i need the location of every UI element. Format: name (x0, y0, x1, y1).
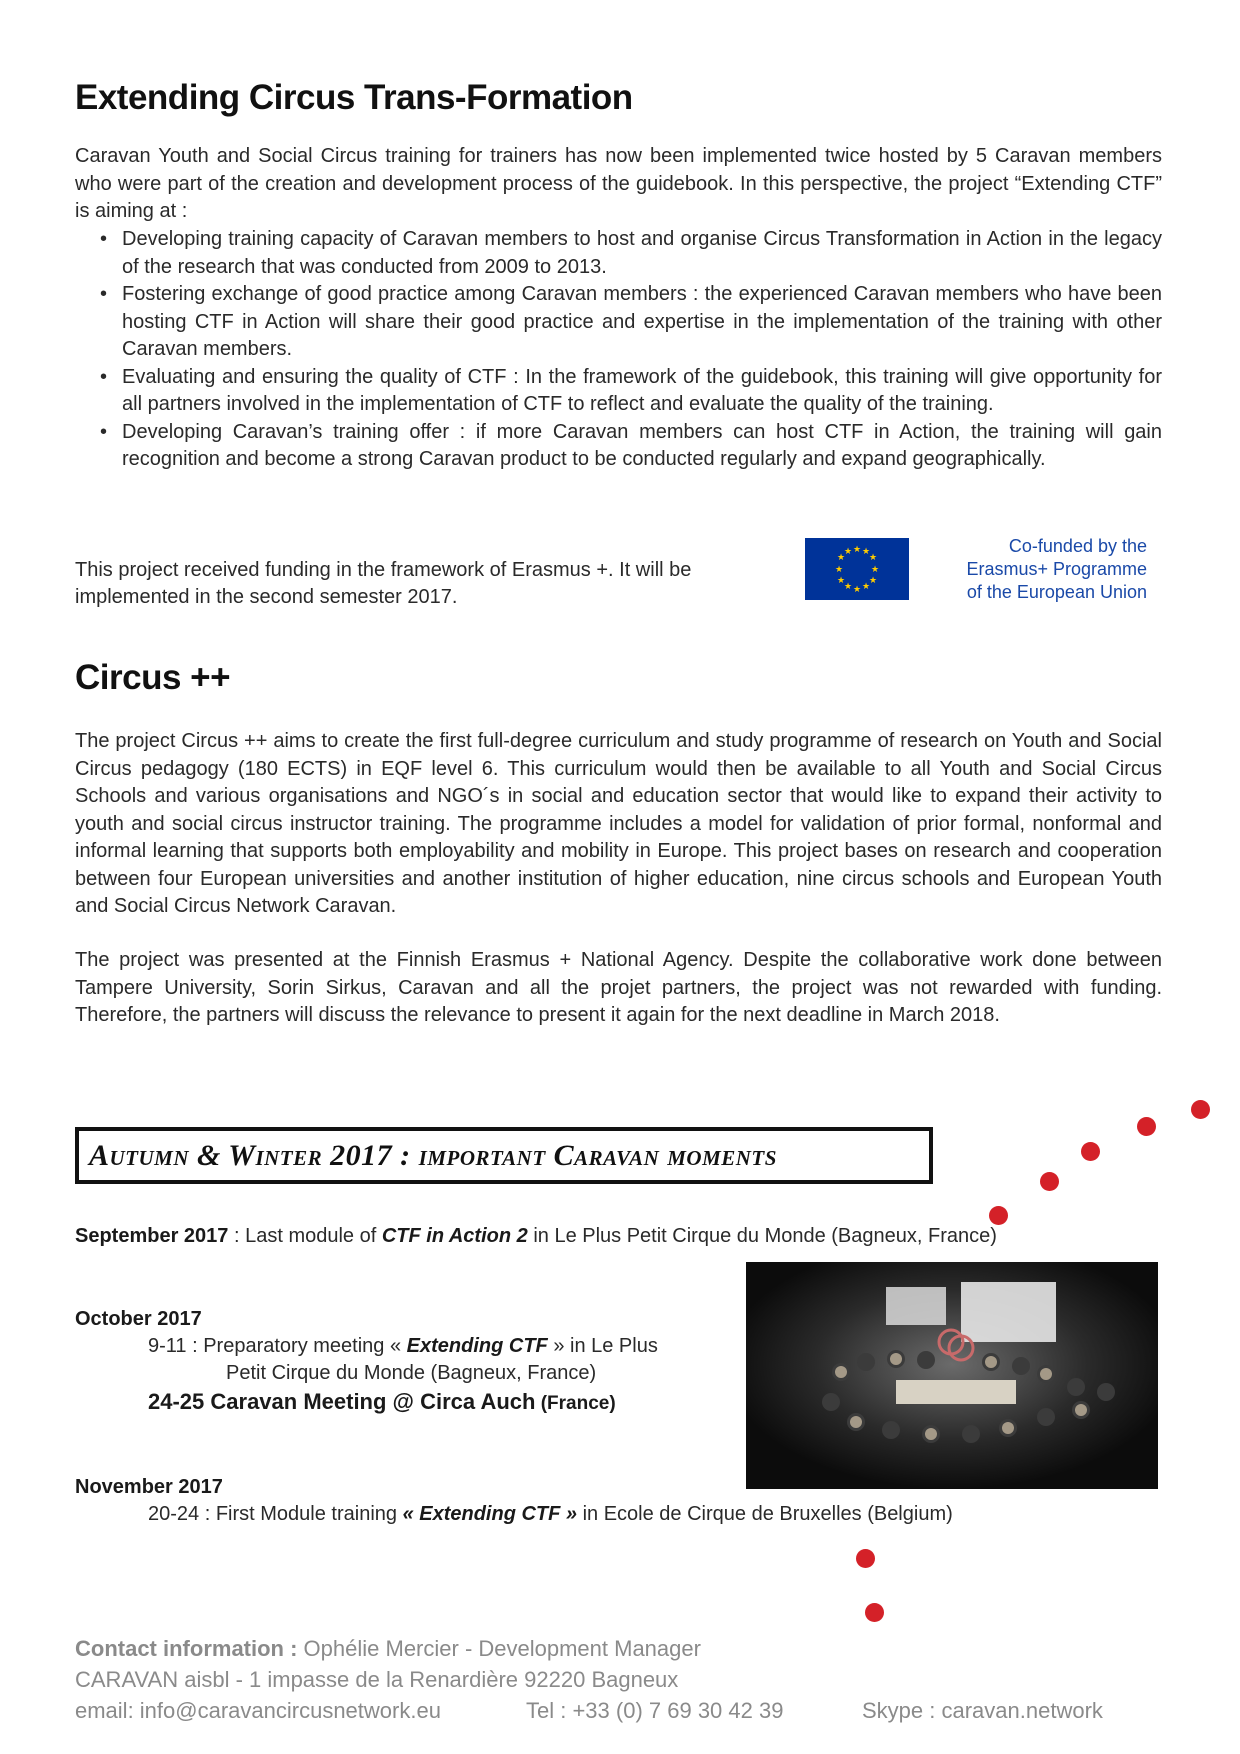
erasmus-logo (805, 534, 1150, 604)
meeting-photo (746, 1262, 1158, 1489)
decorative-dot (865, 1603, 884, 1622)
september-entry (75, 1223, 997, 1250)
svg-text:★: ★ (868, 576, 878, 586)
october-heading: October 2017 (75, 1308, 202, 1330)
funding-line-1: This project received funding in the framework of Erasmus +. It will be (75, 559, 692, 581)
contact-line-1 (75, 1633, 701, 1664)
contact-label: Contact information : (75, 1636, 298, 1661)
svg-text:★: ★ (861, 582, 871, 592)
september-highlight: CTF in Action 2 (381, 1225, 528, 1247)
eu-text-line-1: Co-funded by the (1008, 535, 1147, 556)
contact-address: CARAVAN aisbl - 1 impasse de la Renardière 92220 Bagneux (75, 1667, 679, 1692)
decorative-dot (1081, 1142, 1100, 1161)
circus-pp-paragraph-1: The project Circus ++ aims to create the first full-degree curriculum and study programme of research on Youth and Social Circus pedagogy (180 ECTS) in EQF level 6. This curriculum would then be available to all Youth and Social Circus Schools and various organisations and NGO´s in social and education sector that would like to expand their activity to youth and social circus instructor training. The programme includes a model for validation of prior formal, nonformal and informal learning that supports both employability and mobility in Europe. This project bases on research and cooperation between four European universities and another institution of higher education, nine circus schools and European Youth and Social Circus Network Caravan. (75, 730, 1162, 917)
eu-cofunded-text (923, 535, 1147, 604)
eu-flag-icon (805, 538, 909, 600)
aims-list (75, 226, 1162, 474)
september-rest: in Le Plus Petit Cirque du Monde (Bagneux, France) (527, 1225, 997, 1247)
decorative-dot (856, 1549, 875, 1568)
svg-text:★: ★ (836, 576, 846, 586)
october-item-1 (148, 1333, 658, 1360)
svg-text:★: ★ (843, 547, 853, 557)
svg-text:★: ★ (870, 565, 880, 575)
intro-paragraph: Caravan Youth and Social Circus training for trainers has now been implemented twice hosted by 5 Caravan members who were part of the creation and development process of the guidebook. In this perspective, the project “Extending CTF” is aiming at : (75, 145, 1162, 222)
october-item-1-highlight: Extending CTF (406, 1335, 548, 1357)
moments-banner (75, 1127, 933, 1184)
october-item-2-suffix: (France) (535, 1393, 616, 1414)
list-item: • Evaluating and ensuring the quality of CTF : In the framework of the guidebook, this training will give opportunity for all partners involved in the implementation of CTF to reflect and evaluate the quality of the training. (75, 364, 1162, 419)
svg-text:★: ★ (852, 545, 862, 555)
october-item-1-suffix: » in Le Plus (547, 1335, 658, 1357)
contact-email: email: info@caravancircusnetwork.eu (75, 1698, 441, 1723)
circus-pp-paragraph-2: The project was presented at the Finnish Erasmus + National Agency. Despite the collaborative work done between Tampere University, Sorin Sirkus, Caravan and all the projet partners, the project was not rewarded with funding. Therefore, the partners will discuss the relevance to present it again for the next deadline in March 2018. (75, 949, 1162, 1026)
contact-tel: Tel : +33 (0) 7 69 30 42 39 (526, 1698, 784, 1723)
list-item: • Developing Caravan’s training offer : if more Caravan members can host CTF in Action, the training will gain recognition and become a strong Caravan product to be conducted regularly and expand geographically. (75, 419, 1162, 474)
november-item-1-suffix: in Ecole de Cirque de Bruxelles (Belgium) (577, 1503, 953, 1525)
list-item: • Developing training capacity of Caravan members to host and organise Circus Transformation in Action in the legacy of the research that was conducted from 2009 to 2013. (75, 226, 1162, 281)
svg-text:★: ★ (834, 565, 844, 575)
svg-text:★: ★ (836, 553, 846, 563)
october-item-2-main: 24-25 Caravan Meeting @ Circa Auch (148, 1389, 536, 1414)
section-title-extending-ctf: Extending Circus Trans-Formation (75, 78, 633, 117)
svg-text:★: ★ (861, 547, 871, 557)
november-heading: November 2017 (75, 1476, 223, 1498)
decorative-dot (1137, 1117, 1156, 1136)
september-sep: : Last module of (228, 1225, 382, 1247)
section-title-circus-plus-plus: Circus ++ (75, 658, 231, 697)
svg-text:★: ★ (868, 553, 878, 563)
november-item-1-highlight: « Extending CTF » (402, 1503, 578, 1525)
svg-text:★: ★ (852, 585, 862, 595)
october-item-2 (148, 1388, 616, 1417)
october-item-1-prefix: 9-11 : Preparatory meeting « (148, 1335, 407, 1357)
november-item-1 (148, 1501, 953, 1528)
eu-text-line-2: Erasmus+ Programme (966, 558, 1147, 579)
list-item: • Fostering exchange of good practice among Caravan members : the experienced Caravan members who have been hosting CTF in Action will share their good practice and expertise in the implementation of the training with other Caravan members. (75, 281, 1162, 364)
eu-text-line-3: of the European Union (966, 581, 1147, 602)
moments-banner-text: Autumn & Winter 2017 : important Caravan moments (89, 1138, 777, 1172)
october-item-1-cont: Petit Cirque du Monde (Bagneux, France) (226, 1362, 597, 1384)
contact-person: Ophélie Mercier - Development Manager (297, 1636, 701, 1661)
svg-text:★: ★ (843, 582, 853, 592)
september-date: September 2017 (75, 1225, 229, 1247)
november-item-1-prefix: 20-24 : First Module training (148, 1503, 403, 1525)
decorative-dot (1191, 1100, 1210, 1119)
decorative-dot (1040, 1172, 1059, 1191)
contact-skype: Skype : caravan.network (862, 1698, 1103, 1723)
funding-line-2: implemented in the second semester 2017. (75, 586, 458, 608)
